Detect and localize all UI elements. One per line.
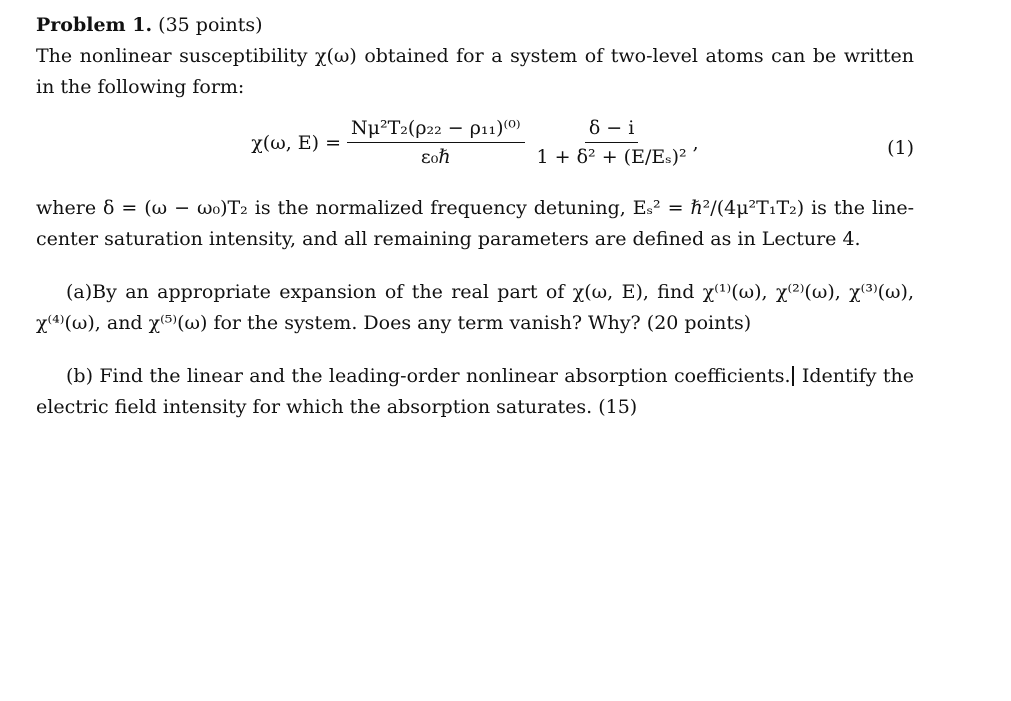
part-b-text-1: (b) Find the linear and the leading-order nonlinear absorption coefficients. — [66, 365, 791, 387]
equation-block — [36, 111, 914, 193]
problem-points: (35 points) — [158, 14, 263, 36]
fraction-lineshape — [537, 117, 687, 168]
text-cursor — [792, 366, 794, 386]
lineshape-denominator: 1 + δ² + (E/Eₛ)² — [536, 146, 687, 168]
part-b-paragraph — [36, 361, 914, 423]
lineshape-numerator: δ − i — [585, 117, 639, 143]
fraction-prefactor — [347, 117, 524, 168]
problem-title: Problem 1. — [36, 14, 153, 36]
part-b-text-2: Identify the electric field intensity for which the absorption saturates. (15) — [36, 365, 914, 418]
equation-lhs: χ(ω, E) = — [251, 131, 342, 154]
problem-heading — [36, 10, 914, 41]
where-paragraph: where δ = (ω − ω₀)T₂ is the normalized frequency detuning, Eₛ² = ℏ²/(4μ²T₁T₂) is the line-center saturation intensity, and all remaining parameters are defined as in Lecture 4. — [36, 197, 914, 250]
document-page — [36, 10, 914, 423]
intro-paragraph: The nonlinear susceptibility χ(ω) obtained for a system of two-level atoms can be written in the following form: — [36, 45, 914, 98]
equation-trailing-comma: , — [692, 131, 699, 154]
equation-1 — [36, 117, 914, 168]
prefactor-numerator: Nμ²T₂(ρ₂₂ − ρ₁₁)⁽⁰⁾ — [347, 117, 524, 143]
prefactor-denominator: ε₀ℏ — [420, 146, 451, 168]
equation-number: (1) — [887, 137, 914, 159]
part-a-paragraph: (a)By an appropriate expansion of the real part of χ(ω, E), find χ⁽¹⁾(ω), χ⁽²⁾(ω), χ⁽³⁾(ω), χ⁽⁴⁾(ω), and χ⁽⁵⁾(ω) for the system. Does any term vanish? Why? (20 points) — [36, 281, 914, 334]
